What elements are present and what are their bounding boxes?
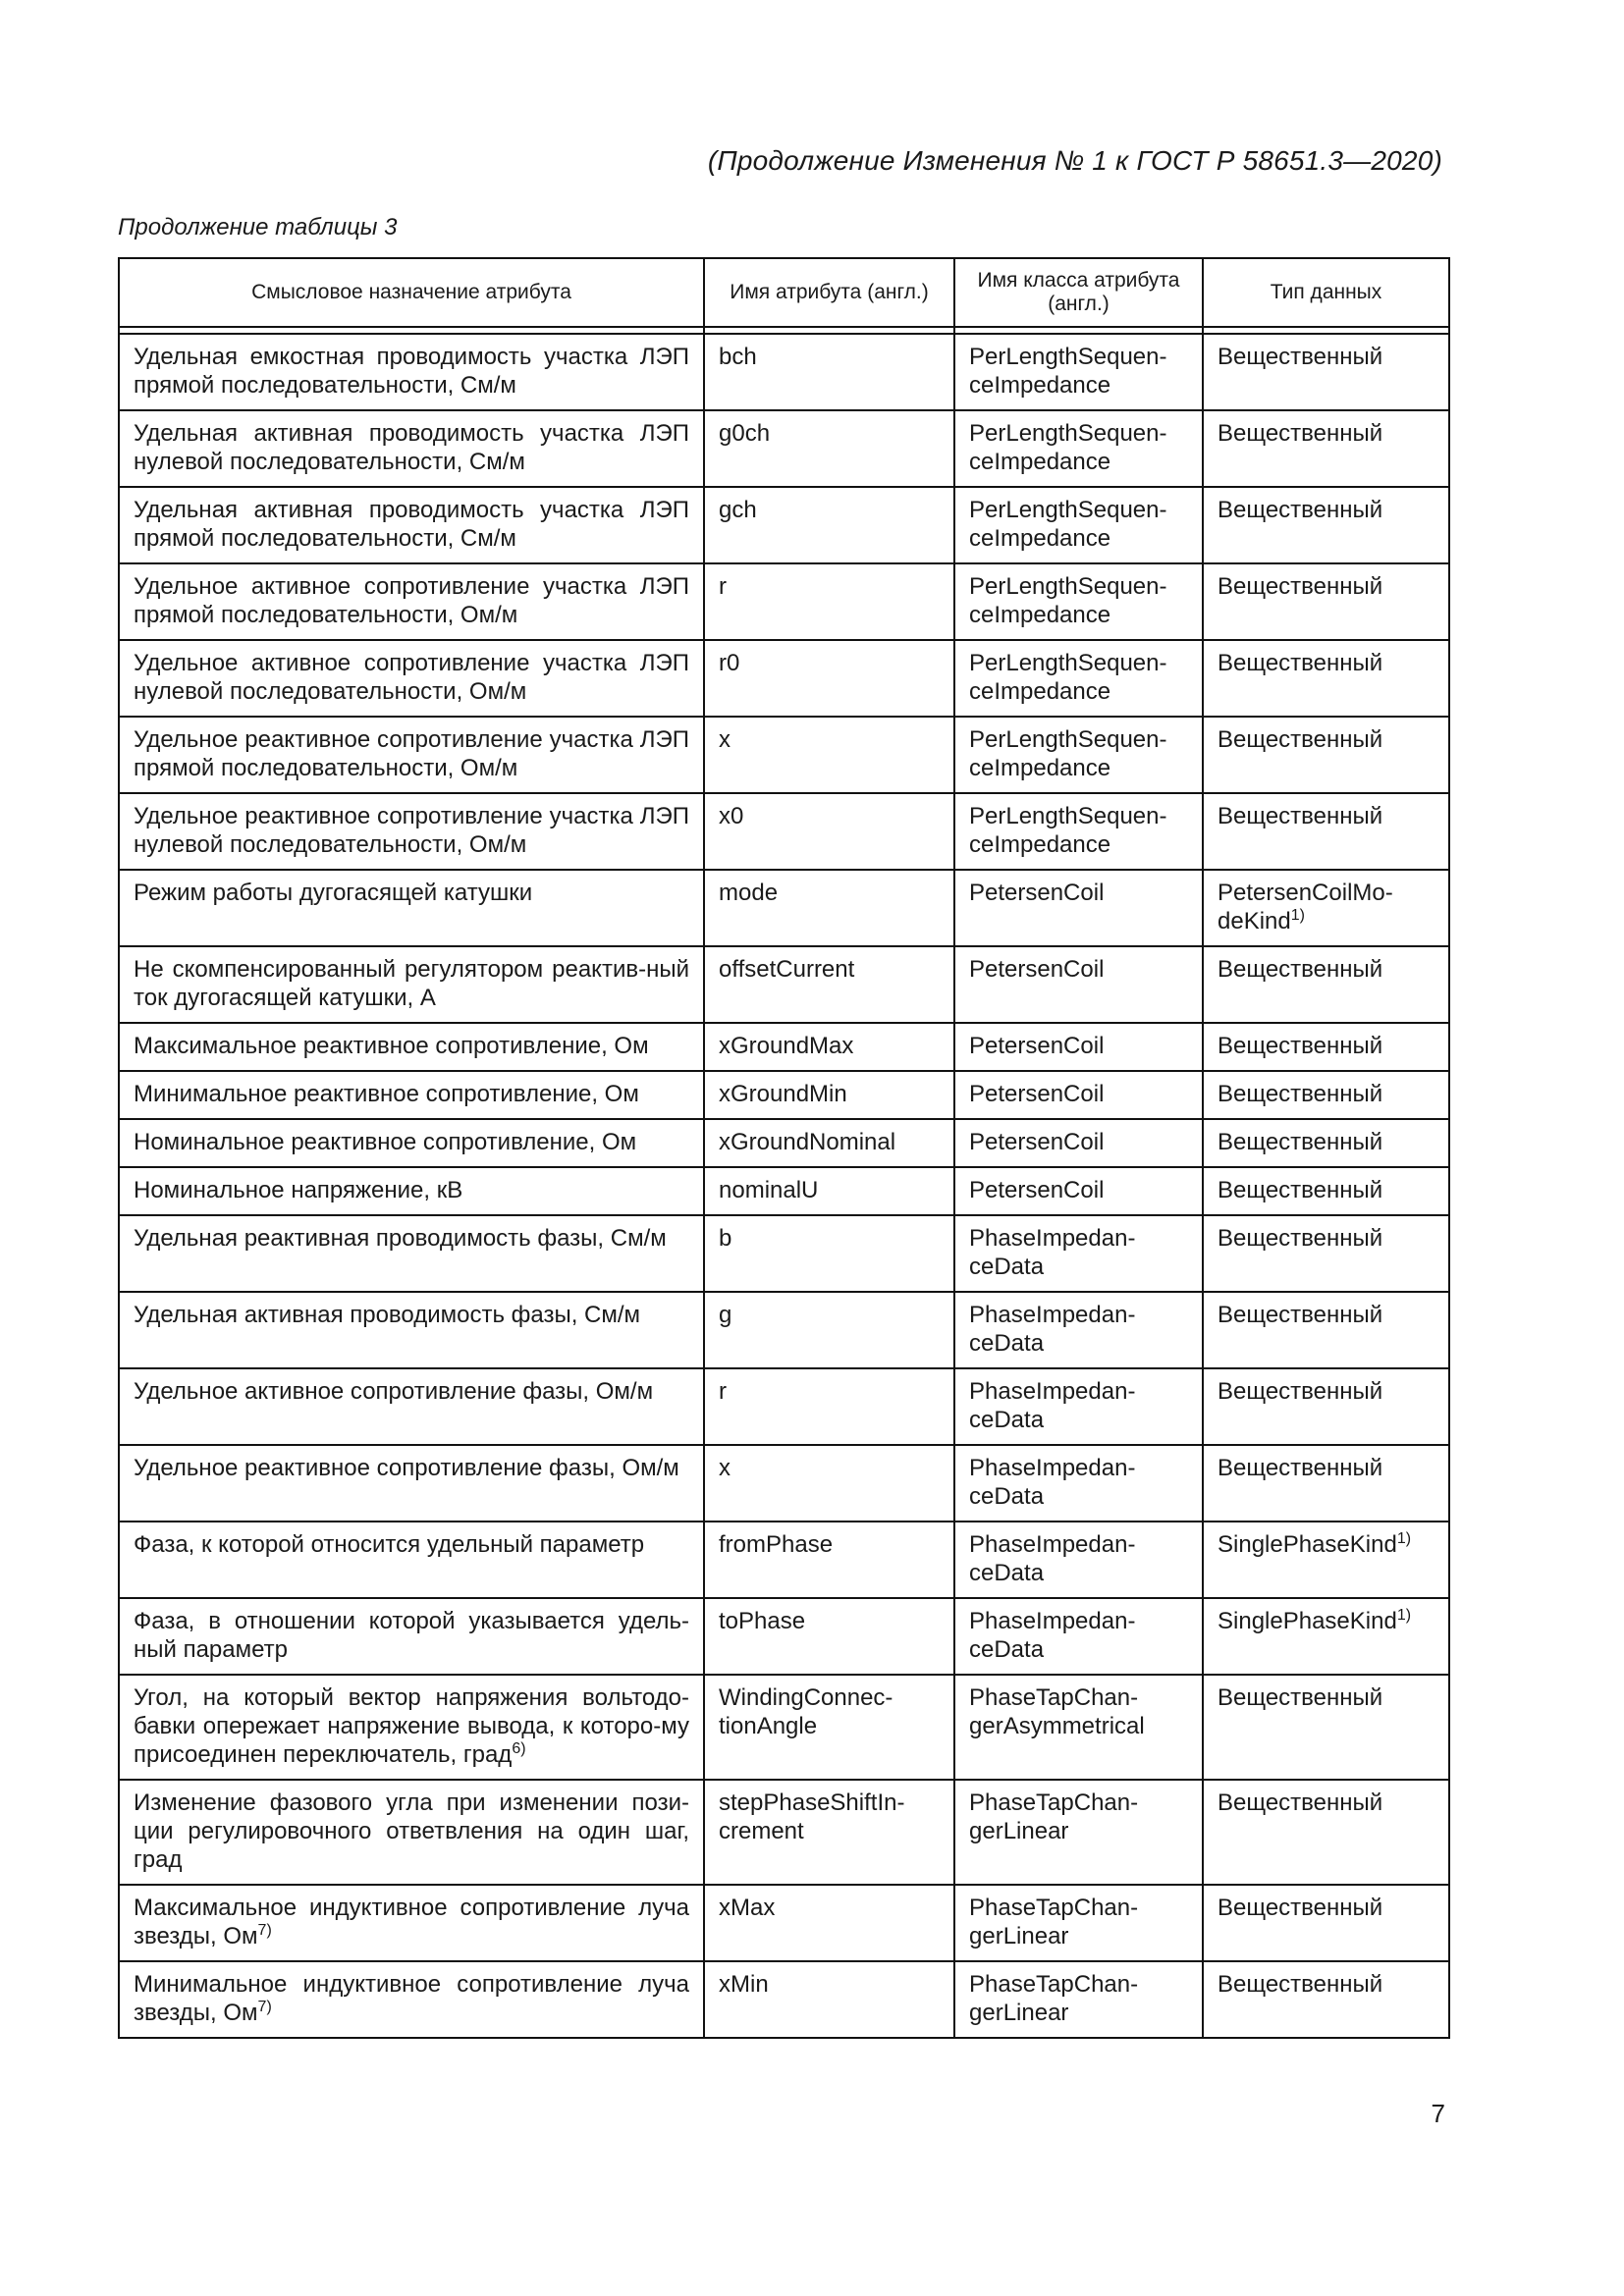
cell-description [119,1292,704,1368]
cell-class-name [954,717,1203,793]
cell-data-type [1203,1885,1449,1961]
cell-class-name-text: PetersenCoil [969,1177,1105,1203]
cell-class-name-text: PerLengthSequen-ceImpedance [969,420,1167,475]
cell-data-type [1203,487,1449,563]
cell-class-name-text: PerLengthSequen-ceImpedance [969,726,1167,781]
footnote-ref: 1) [1396,1607,1412,1624]
footnote-ref: 7) [257,1922,272,1939]
cell-attribute-name-text: x0 [719,803,744,829]
cell-attribute-name [704,1961,954,2038]
cell-attribute-name-text: g [719,1302,732,1328]
cell-data-type [1203,1780,1449,1885]
cell-class-name-text: PhaseImpedan-ceData [969,1225,1136,1280]
cell-description [119,1522,704,1598]
cell-data-type [1203,563,1449,640]
cell-attribute-name-text: offsetCurrent [719,956,855,983]
cell-class-name-text: PetersenCoil [969,956,1105,983]
cell-data-type [1203,1071,1449,1119]
cell-description [119,1215,704,1292]
cell-data-type [1203,410,1449,487]
table-body [119,334,1449,2038]
cell-attribute-name [704,717,954,793]
cell-description [119,1071,704,1119]
cell-class-name-text: PerLengthSequen-ceImpedance [969,803,1167,858]
cell-data-type-text: Вещественный [1218,1302,1383,1328]
cell-attribute-name [704,1368,954,1445]
cell-attribute-name [704,640,954,717]
cell-data-type-text: Вещественный [1218,420,1383,447]
cell-description [119,1445,704,1522]
cell-class-name [954,1167,1203,1215]
table-row [119,1071,1449,1119]
table-row [119,410,1449,487]
cell-attribute-name [704,1215,954,1292]
cell-class-name-text: PetersenCoil [969,880,1105,906]
cell-data-type [1203,1215,1449,1292]
cell-data-type-text: Вещественный [1218,1455,1383,1481]
cell-attribute-name-text: r0 [719,650,740,676]
cell-class-name [954,1292,1203,1368]
footnote-ref: 1) [1396,1530,1412,1547]
cell-attribute-name [704,870,954,946]
cell-description [119,640,704,717]
column-header-attribute-name: Имя атрибута (англ.) [704,258,954,327]
cell-data-type-text: Вещественный [1218,726,1383,753]
cell-class-name [954,1961,1203,2038]
column-header-data-type: Тип данных [1203,258,1449,327]
cell-description [119,563,704,640]
cell-data-type [1203,1119,1449,1167]
cell-class-name-text: PhaseImpedan-ceData [969,1531,1136,1586]
cell-description-text: Не скомпенсированный регулятором реактив-ный ток дугогасящей катушки, А [134,956,689,1011]
cell-class-name [954,1215,1203,1292]
cell-description [119,946,704,1023]
cell-description-text: Удельная реактивная проводимость фазы, См/м [134,1225,667,1252]
cell-description [119,1598,704,1675]
cell-attribute-name-text: xMin [719,1971,769,1998]
cell-data-type [1203,1522,1449,1598]
cell-attribute-name-text: bch [719,344,757,370]
cell-attribute-name-text: toPhase [719,1608,806,1634]
cell-class-name [954,640,1203,717]
cell-class-name [954,1598,1203,1675]
column-header-class-name: Имя класса атрибута (англ.) [954,258,1203,327]
cell-description [119,1961,704,2038]
cell-data-type [1203,1167,1449,1215]
cell-attribute-name [704,1445,954,1522]
cell-attribute-name-text: x [719,726,731,753]
cell-attribute-name [704,1522,954,1598]
table-row [119,640,1449,717]
cell-description-text: Удельная емкостная проводимость участка ЛЭП прямой последовательности, См/м [134,344,689,399]
cell-class-name [954,563,1203,640]
cell-data-type [1203,1445,1449,1522]
footnote-ref: 6) [512,1740,526,1757]
cell-description-text: Удельное активное сопротивление участка ЛЭП нулевой последовательности, Ом/м [134,650,689,705]
cell-class-name [954,1023,1203,1071]
cell-data-type-text: Вещественный [1218,1081,1383,1107]
table-row [119,946,1449,1023]
cell-class-name-text: PerLengthSequen-ceImpedance [969,573,1167,628]
table-row [119,1780,1449,1885]
footnote-ref: 1) [1290,907,1305,924]
cell-attribute-name-text: r [719,573,727,600]
table-row [119,1522,1449,1598]
cell-data-type-text: Вещественный [1218,1129,1383,1155]
cell-attribute-name [704,1598,954,1675]
table-caption: Продолжение таблицы 3 [118,214,398,240]
cell-class-name-text: PetersenCoil [969,1033,1105,1059]
cell-class-name-text: PhaseTapChan-gerLinear [969,1789,1139,1844]
table-row [119,563,1449,640]
cell-data-type [1203,717,1449,793]
cell-description [119,793,704,870]
cell-description-text: Удельное активное сопротивление фазы, Ом/м [134,1378,654,1405]
cell-description [119,1780,704,1885]
table-row [119,1598,1449,1675]
cell-class-name [954,410,1203,487]
cell-class-name [954,1071,1203,1119]
cell-description [119,1023,704,1071]
table-header-spacer [119,327,1449,334]
cell-class-name-text: PhaseTapChan-gerLinear [969,1895,1139,1949]
cell-attribute-name-text: xGroundMax [719,1033,854,1059]
cell-class-name [954,793,1203,870]
cell-description [119,487,704,563]
attribute-table [118,257,1450,2039]
cell-class-name-text: PetersenCoil [969,1129,1105,1155]
page-number: 7 [1431,2099,1445,2128]
cell-attribute-name [704,1675,954,1780]
cell-attribute-name-text: stepPhaseShiftIn-crement [719,1789,905,1844]
table-row [119,1675,1449,1780]
cell-data-type-text: Вещественный [1218,1684,1383,1711]
table-row [119,1368,1449,1445]
cell-description [119,1368,704,1445]
cell-class-name-text: PhaseImpedan-ceData [969,1302,1136,1357]
cell-attribute-name-text: r [719,1378,727,1405]
cell-description-text: Режим работы дугогасящей катушки [134,880,533,906]
cell-description [119,410,704,487]
cell-class-name-text: PerLengthSequen-ceImpedance [969,344,1167,399]
cell-attribute-name [704,1885,954,1961]
table-row [119,1961,1449,2038]
cell-attribute-name-text: b [719,1225,732,1252]
cell-class-name [954,1522,1203,1598]
cell-data-type-text: Вещественный [1218,1895,1383,1921]
cell-class-name [954,870,1203,946]
cell-data-type [1203,793,1449,870]
cell-attribute-name [704,1119,954,1167]
cell-data-type [1203,334,1449,410]
table-row [119,870,1449,946]
cell-description-text: Максимальное индуктивное сопротивление луча звезды, Ом [134,1895,689,1949]
cell-class-name-text: PetersenCoil [969,1081,1105,1107]
cell-data-type-text: Вещественный [1218,573,1383,600]
cell-class-name-text: PhaseImpedan-ceData [969,1608,1136,1663]
cell-description-text: Удельное активное сопротивление участка ЛЭП прямой последовательности, Ом/м [134,573,689,628]
cell-data-type-text: PetersenCoilMo-deKind [1218,880,1393,934]
cell-attribute-name [704,946,954,1023]
cell-description-text: Фаза, в отношении которой указывается удель-ный параметр [134,1608,689,1663]
cell-data-type [1203,870,1449,946]
cell-class-name-text: PhaseImpedan-ceData [969,1378,1136,1433]
cell-description-text: Минимальное реактивное сопротивление, Ом [134,1081,639,1107]
cell-data-type-text: Вещественный [1218,803,1383,829]
cell-data-type [1203,1961,1449,2038]
table-row [119,1292,1449,1368]
cell-description-text: Минимальное индуктивное сопротивление луча звезды, Ом [134,1971,689,2026]
table-row [119,793,1449,870]
cell-data-type-text: Вещественный [1218,1225,1383,1252]
cell-description-text: Удельное реактивное сопротивление участка ЛЭП нулевой последовательности, Ом/м [134,803,689,858]
cell-description-text: Удельное реактивное сопротивление фазы, Ом/м [134,1455,679,1481]
cell-data-type-text: Вещественный [1218,344,1383,370]
cell-attribute-name [704,1023,954,1071]
cell-class-name [954,1885,1203,1961]
table-row [119,1215,1449,1292]
cell-attribute-name-text: nominalU [719,1177,819,1203]
table-row [119,1885,1449,1961]
cell-attribute-name-text: gch [719,497,757,523]
cell-description-text: Угол, на который вектор напряжения вольтодо-бавки опережает напряжение вывода, к которо-му присоединен переключатель, град [134,1684,689,1768]
cell-data-type-text: Вещественный [1218,1033,1383,1059]
cell-attribute-name [704,563,954,640]
cell-data-type-text: Вещественный [1218,650,1383,676]
table-row [119,1445,1449,1522]
column-header-description: Смысловое назначение атрибута [119,258,704,327]
table-row [119,1023,1449,1071]
cell-attribute-name [704,793,954,870]
cell-attribute-name [704,1292,954,1368]
cell-attribute-name [704,410,954,487]
cell-description-text: Удельное реактивное сопротивление участка ЛЭП прямой последовательности, Ом/м [134,726,689,781]
cell-description-text: Фаза, к которой относится удельный параметр [134,1531,645,1558]
cell-attribute-name-text: mode [719,880,779,906]
cell-attribute-name [704,1167,954,1215]
cell-class-name [954,1445,1203,1522]
cell-attribute-name [704,487,954,563]
cell-class-name-text: PhaseImpedan-ceData [969,1455,1136,1510]
cell-data-type-text: Вещественный [1218,1789,1383,1816]
cell-description-text: Удельная активная проводимость фазы, См/м [134,1302,641,1328]
cell-data-type-text: Вещественный [1218,956,1383,983]
cell-class-name [954,1675,1203,1780]
document-header: (Продолжение Изменения № 1 к ГОСТ Р 58651.3—2020) [707,145,1442,176]
table-row [119,717,1449,793]
cell-attribute-name-text: WindingConnec-tionAngle [719,1684,893,1739]
cell-attribute-name [704,334,954,410]
cell-description [119,1885,704,1961]
cell-data-type [1203,640,1449,717]
cell-class-name-text: PerLengthSequen-ceImpedance [969,650,1167,705]
cell-description-text: Номинальное напряжение, кВ [134,1177,463,1203]
cell-description-text: Удельная активная проводимость участка ЛЭП прямой последовательности, См/м [134,497,689,552]
cell-data-type [1203,1368,1449,1445]
cell-description [119,1675,704,1780]
cell-description-text: Максимальное реактивное сопротивление, Ом [134,1033,649,1059]
cell-data-type [1203,1292,1449,1368]
cell-data-type [1203,1598,1449,1675]
cell-attribute-name-text: g0ch [719,420,771,447]
cell-attribute-name-text: x [719,1455,731,1481]
cell-description-text: Удельная активная проводимость участка ЛЭП нулевой последовательности, См/м [134,420,689,475]
cell-attribute-name [704,1780,954,1885]
cell-class-name-text: PerLengthSequen-ceImpedance [969,497,1167,552]
cell-class-name [954,1119,1203,1167]
cell-data-type [1203,946,1449,1023]
table-header-row [119,258,1449,327]
cell-class-name [954,1368,1203,1445]
cell-attribute-name-text: fromPhase [719,1531,834,1558]
cell-attribute-name-text: xMax [719,1895,776,1921]
cell-attribute-name-text: xGroundNominal [719,1129,896,1155]
cell-data-type [1203,1675,1449,1780]
cell-description [119,870,704,946]
table-row [119,334,1449,410]
cell-data-type-text: Вещественный [1218,497,1383,523]
table-row [119,487,1449,563]
cell-data-type-text: Вещественный [1218,1177,1383,1203]
cell-attribute-name-text: xGroundMin [719,1081,847,1107]
cell-class-name-text: PhaseTapChan-gerAsymmetrical [969,1684,1145,1739]
cell-description-text: Номинальное реактивное сопротивление, Ом [134,1129,637,1155]
table-row [119,1119,1449,1167]
cell-description-text: Изменение фазового угла при изменении пози-ции регулировочного ответвления на один шаг, град [134,1789,689,1873]
footnote-ref: 7) [257,1999,272,2015]
cell-data-type-text: SinglePhaseKind [1218,1608,1397,1634]
cell-class-name-text: PhaseTapChan-gerLinear [969,1971,1139,2026]
cell-data-type-text: SinglePhaseKind [1218,1531,1397,1558]
cell-description [119,1119,704,1167]
cell-description [119,1167,704,1215]
cell-attribute-name [704,1071,954,1119]
cell-data-type-text: Вещественный [1218,1378,1383,1405]
cell-class-name [954,334,1203,410]
cell-class-name [954,946,1203,1023]
cell-description [119,334,704,410]
cell-class-name [954,487,1203,563]
cell-description [119,717,704,793]
cell-data-type-text: Вещественный [1218,1971,1383,1998]
cell-data-type [1203,1023,1449,1071]
table-row [119,1167,1449,1215]
cell-class-name [954,1780,1203,1885]
